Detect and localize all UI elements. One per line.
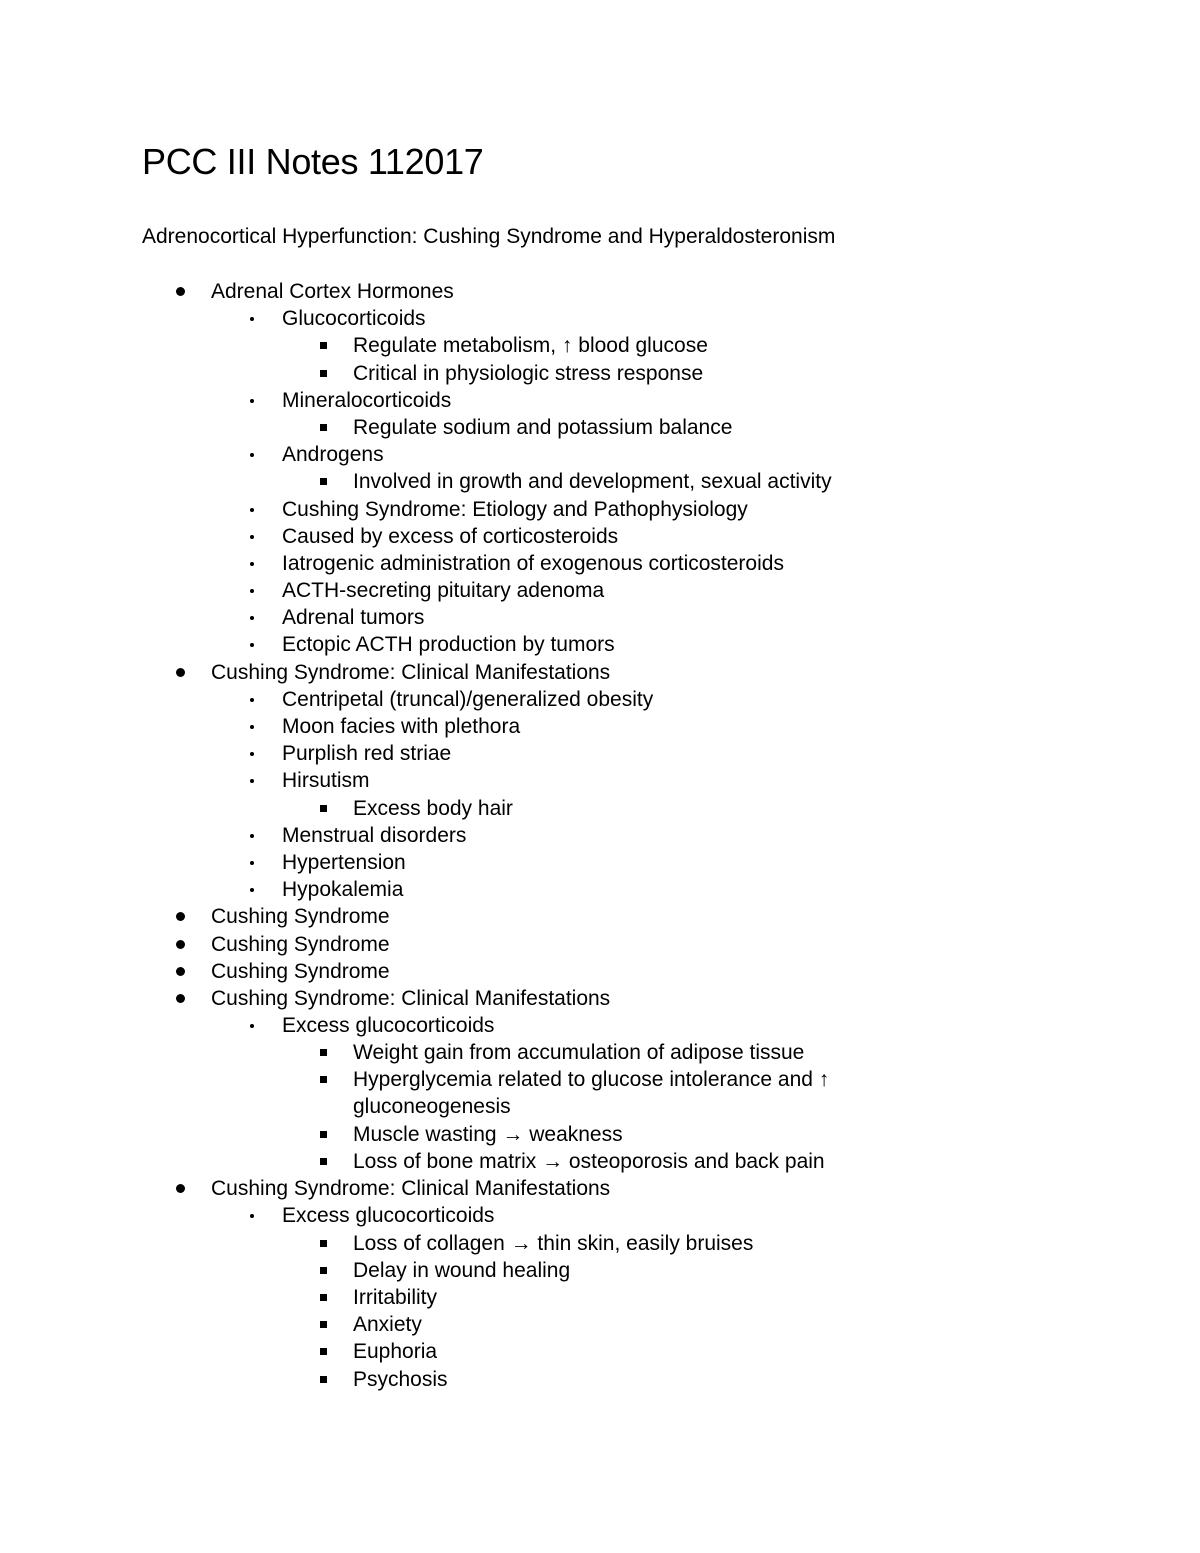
list-item-text [282, 713, 520, 740]
list-item-text [353, 1230, 753, 1257]
square-bullet-icon [320, 1240, 327, 1247]
list-item-line: Mineralocorticoids [282, 388, 452, 412]
list-item-line: Excess body hair [353, 796, 513, 820]
small-dot-bullet-icon [250, 698, 254, 702]
list-item-line: Glucocorticoids [282, 307, 426, 331]
list-item-text [353, 332, 708, 359]
list-item-text [353, 1121, 623, 1148]
small-dot-bullet-icon [250, 399, 254, 403]
small-dot-bullet-icon [250, 834, 254, 838]
small-dot-bullet-icon [250, 562, 254, 566]
document-title: PCC III Notes 112017 [142, 141, 484, 182]
list-item-line: Excess glucocorticoids [282, 1014, 495, 1038]
list-item-line: Regulate sodium and potassium balance [353, 415, 733, 439]
list-item-text [353, 1338, 437, 1365]
list-item-text [282, 305, 426, 332]
list-item-text [353, 468, 832, 495]
list-item-text [353, 1148, 825, 1175]
list-item-line: Excess glucocorticoids [282, 1204, 495, 1228]
list-item-line: Psychosis [353, 1367, 448, 1391]
list-item-line: Regulate metabolism, ↑ blood glucose [353, 334, 708, 358]
square-bullet-icon [320, 1267, 327, 1274]
square-bullet-icon [320, 424, 327, 431]
list-item-text [282, 604, 424, 631]
square-bullet-icon [320, 1376, 327, 1383]
list-item-line: Cushing Syndrome: Etiology and Pathophysiology [282, 497, 748, 521]
filled-circle-bullet-icon [176, 940, 185, 949]
small-dot-bullet-icon [250, 535, 254, 539]
list-item-line: Loss of collagen → thin skin, easily bruises [353, 1231, 754, 1255]
square-bullet-icon [320, 1321, 327, 1328]
list-item-text [211, 931, 390, 958]
list-item-text [353, 1284, 437, 1311]
small-dot-bullet-icon [250, 888, 254, 892]
list-item-line: Purplish red striae [282, 742, 452, 766]
small-dot-bullet-icon [250, 725, 254, 729]
list-item-text [353, 1311, 422, 1338]
square-bullet-icon [320, 1294, 327, 1301]
list-item-line: Hirsutism [282, 769, 370, 793]
list-item-text [353, 1066, 829, 1120]
list-item-text [282, 577, 604, 604]
list-item-text [211, 985, 610, 1012]
list-item-line: Hypokalemia [282, 878, 404, 902]
list-item-line: Centripetal (truncal)/generalized obesity [282, 687, 654, 711]
section-heading: Adrenocortical Hyperfunction: Cushing Syndrome and Hyperaldosteronism [142, 225, 836, 248]
small-dot-bullet-icon [250, 317, 254, 321]
list-item-text [282, 876, 403, 903]
list-item-line: Loss of bone matrix → osteoporosis and back pain [353, 1150, 825, 1174]
list-item-text [282, 1202, 494, 1229]
small-dot-bullet-icon [250, 752, 254, 756]
list-item-text [282, 767, 370, 794]
list-item-line: Irritability [353, 1285, 438, 1309]
list-item-text [211, 958, 390, 985]
filled-circle-bullet-icon [176, 967, 185, 976]
list-item-line: Adrenal tumors [282, 606, 425, 630]
list-item-line: Involved in growth and development, sexual activity [353, 470, 832, 494]
small-dot-bullet-icon [250, 1024, 254, 1028]
list-item-line: Cushing Syndrome: Clinical Manifestations [211, 660, 611, 684]
list-item-text [353, 795, 513, 822]
list-item-text [353, 414, 732, 441]
list-item-line: Cushing Syndrome: Clinical Manifestations [211, 986, 611, 1010]
square-bullet-icon [320, 370, 327, 377]
square-bullet-icon [320, 1348, 327, 1355]
list-item-text [282, 441, 384, 468]
list-item-text [211, 903, 390, 930]
square-bullet-icon [320, 1158, 327, 1165]
list-item-line: Euphoria [353, 1340, 438, 1364]
list-item-text [282, 1012, 494, 1039]
list-item-line: Muscle wasting → weakness [353, 1122, 623, 1146]
list-item-line-continuation: gluconeogenesis [353, 1095, 511, 1119]
list-item-line: Cushing Syndrome: Clinical Manifestations [211, 1177, 611, 1201]
list-item-line: Weight gain from accumulation of adipose tissue [353, 1041, 805, 1065]
list-item-line: Iatrogenic administration of exogenous corticosteroids [282, 551, 784, 575]
list-item-text [282, 550, 784, 577]
list-item-line: Ectopic ACTH production by tumors [282, 633, 615, 657]
list-item-text [353, 360, 703, 387]
list-item-text [282, 523, 618, 550]
square-bullet-icon [320, 478, 327, 485]
list-item-text [282, 686, 653, 713]
list-item-text [211, 1175, 610, 1202]
list-item-line: Hyperglycemia related to glucose intolerance and ↑ [353, 1068, 830, 1092]
small-dot-bullet-icon [250, 779, 254, 783]
list-item-text [282, 822, 466, 849]
list-item-text [282, 631, 615, 658]
square-bullet-icon [320, 1076, 327, 1083]
list-item-text [211, 659, 610, 686]
square-bullet-icon [320, 342, 327, 349]
filled-circle-bullet-icon [176, 994, 185, 1003]
list-item-text [353, 1039, 804, 1066]
list-item-line: Cushing Syndrome [211, 905, 390, 929]
square-bullet-icon [320, 1049, 327, 1056]
list-item-text [211, 278, 454, 305]
list-item-line: Adrenal Cortex Hormones [211, 280, 454, 303]
square-bullet-icon [320, 1131, 327, 1138]
filled-circle-bullet-icon [176, 912, 185, 921]
small-dot-bullet-icon [250, 508, 254, 512]
small-dot-bullet-icon [250, 453, 254, 457]
list-item-line: Critical in physiologic stress response [353, 361, 704, 385]
small-dot-bullet-icon [250, 861, 254, 865]
small-dot-bullet-icon [250, 1214, 254, 1218]
list-item-line: Cushing Syndrome [211, 932, 390, 956]
list-item-line: Hypertension [282, 850, 406, 874]
small-dot-bullet-icon [250, 589, 254, 593]
list-item-line: Menstrual disorders [282, 823, 467, 847]
filled-circle-bullet-icon [176, 668, 185, 677]
list-item-line: Cushing Syndrome [211, 959, 390, 983]
list-item-text [282, 849, 406, 876]
list-item-text [282, 387, 451, 414]
filled-circle-bullet-icon [176, 1184, 185, 1193]
list-item-text [353, 1257, 570, 1284]
list-item-text [282, 496, 748, 523]
list-item-line: Anxiety [353, 1313, 422, 1337]
list-item-text [282, 740, 451, 767]
list-item-text [353, 1366, 448, 1393]
small-dot-bullet-icon [250, 643, 254, 647]
small-dot-bullet-icon [250, 616, 254, 620]
list-item-line: Androgens [282, 443, 384, 467]
square-bullet-icon [320, 805, 327, 812]
filled-circle-bullet-icon [176, 287, 185, 296]
list-item-line: Moon facies with plethora [282, 715, 521, 738]
list-item-line: Delay in wound healing [353, 1258, 571, 1282]
list-item-line: ACTH-secreting pituitary adenoma [282, 579, 605, 603]
list-item-line: Caused by excess of corticosteroids [282, 524, 619, 548]
